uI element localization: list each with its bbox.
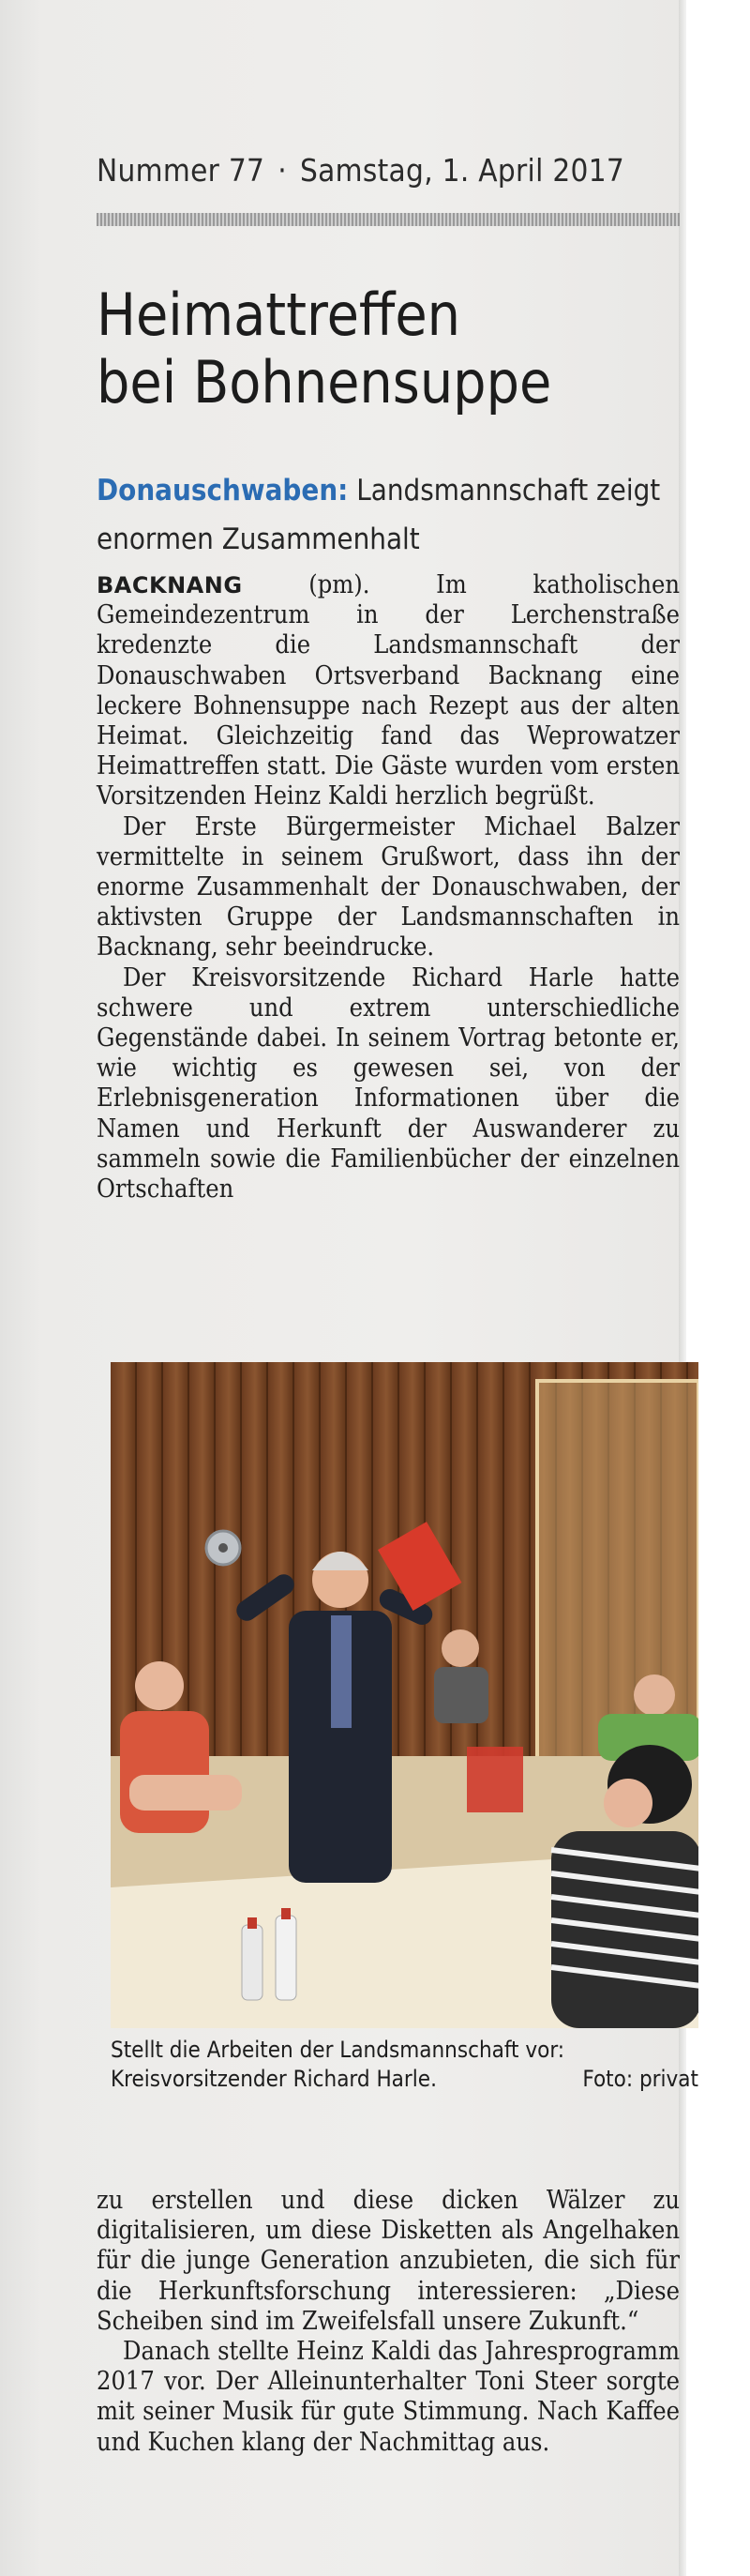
headline-line-2: bei Bohnensuppe	[97, 348, 552, 417]
subheadline	[97, 466, 678, 564]
kicker: Donauschwaben:	[97, 474, 349, 508]
dateline: BACKNANG	[97, 572, 243, 599]
paragraph-4: Danach stellte Heinz Kaldi das Jahresprogramm 2017 vor. Der Alleinunterhalter Toni Steer sorgte mit seiner Musik für gute Stimmung. Nach Kaffee und Kuchen klang der Nachmittag aus.	[97, 2337, 680, 2457]
paragraph-1	[97, 570, 680, 812]
issue-date: Samstag, 1. April 2017	[299, 152, 625, 189]
photo-credit: Foto: privat	[582, 2066, 698, 2092]
paragraph-3-continued: zu erstellen und diese dicken Wälzer zu digitalisieren, um diese Disketten als Angelhaken für die junge Generation anzubieten, die sich für die Herkunftsforschung interessieren: „Diese Scheiben sind im Zweifelsfall unsere Zukunft.“	[97, 2186, 680, 2336]
caption-line-1: Stellt die Arbeiten der Landsmannschaft vor:	[111, 2037, 565, 2063]
issue-number: Nummer 77	[97, 152, 265, 189]
article-body-top	[97, 570, 680, 1205]
paragraph-1-text: (pm). Im katholischen Gemeindezentrum in der Lerchenstraße kredenzte die Landsmannschaft der Donauschwaben Ortsverband Backnang eine leckere Bohnensuppe nach Rezept aus der alten Heimat. Gleichzeitig fand das Weprowatzer Heimattreffen statt. Die Gäste wurden vom ersten Vorsitzenden Heinz Kaldi herzlich begrüßt.	[97, 570, 680, 811]
subheadline-text: Landsmannschaft zeigt enormen Zusammenhalt	[97, 474, 661, 556]
caption-line-2: Kreisvorsitzender Richard Harle.	[111, 2066, 437, 2092]
photo-scene	[111, 1362, 698, 2028]
red-bag	[467, 1747, 523, 1812]
article-body-bottom	[97, 2186, 680, 2458]
header-separator: ·	[278, 152, 287, 189]
header-rule	[97, 213, 680, 226]
paragraph-2: Der Erste Bürgermeister Michael Balzer vermittelte in seinem Grußwort, dass ihn der enorme Zusammenhalt der Donauschwaben, der aktivsten Gruppe der Landsmannschaften in Backnang, sehr beeindrucke.	[97, 811, 680, 962]
paragraph-3: Der Kreisvorsitzende Richard Harle hatte schwere und extrem unterschiedliche Gegenstände dabei. In seinem Vortrag betonte er, wie wichtig es gewesen sei, von der Erlebnisgeneration Informationen über die Namen und Herkunft der Auswanderer zu sammeln sowie die Familienbücher der einzelnen Ortschaften	[97, 962, 680, 1205]
photo-caption	[111, 2036, 698, 2094]
article-photo	[111, 1362, 698, 2028]
page-header	[97, 152, 640, 189]
paper-edge	[679, 0, 686, 2576]
headline-line-1: Heimattreffen	[97, 280, 461, 349]
headline	[97, 281, 678, 417]
